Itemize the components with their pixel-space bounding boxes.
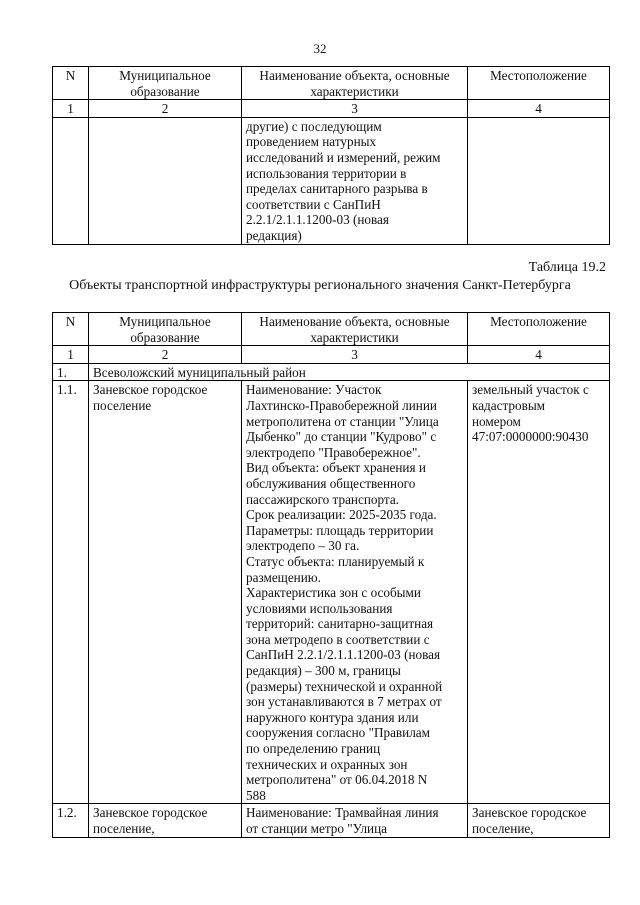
col-num-4: 4	[468, 346, 610, 364]
table-row	[53, 117, 610, 244]
section-title: Всеволожский муниципальный район	[89, 363, 610, 381]
header-location: Местоположение	[468, 313, 610, 346]
table-row	[53, 381, 610, 804]
row-municipality: Заневское городское поселение,	[89, 804, 242, 837]
col-num-3: 3	[242, 346, 468, 364]
header-row	[53, 313, 610, 346]
col-num-3: 3	[242, 100, 468, 118]
row-description: Наименование: Участок Лахтинско-Правобережной линии метрополитена от станции "Улица Дыбенко" до станции "Кудрово" с электродепо "Правобережное". Вид объекта: объект хранения и обслуживания общественного пассажирского транспорта. Срок реализации: 2025-2035 года. Параметры: площадь территории электродепо – 30 га. Статус объекта: планируемый к размещению. Характеристика зон с особыми условиями использования территорий: санитарно-защитная зона метродепо в соответствии с СанПиН 2.2.1/2.1.1.1200-03 (новая редакция) – 300 м, границы (размеры) технической и охранной зон устанавливаются в 7 метрах от наружного контура здания или сооружения согласно "Правилам по определению границ технических и охранных зон метрополитена" от 06.04.2018 N 588	[242, 381, 468, 804]
transport-objects-table	[52, 312, 610, 838]
section-num: 1.	[53, 363, 89, 381]
header-name: Наименование объекта, основные характеристики	[242, 67, 468, 100]
header-row	[53, 67, 610, 100]
col-num-2: 2	[89, 346, 242, 364]
header-municipality: Муниципальное образование	[89, 67, 242, 100]
row-num: 1.2.	[53, 804, 89, 837]
cell-empty	[53, 117, 89, 244]
row-location: земельный участок с кадастровым номером 47:07:0000000:90430	[468, 381, 610, 804]
row-location: Заневское городское поселение,	[468, 804, 610, 837]
header-municipality: Муниципальное образование	[89, 313, 242, 346]
continuation-table	[52, 66, 610, 245]
cell-empty	[468, 117, 610, 244]
continuation-text: другие) с последующим проведением натурных исследований и измерений, режим использования территории в пределах санитарного разрыва в соответствии с СанПиН 2.2.1/2.1.1.1200-03 (новая редакция)	[242, 117, 468, 244]
table-number: Таблица 19.2	[528, 260, 606, 275]
col-num-2: 2	[89, 100, 242, 118]
col-num-1: 1	[53, 100, 89, 118]
header-n: N	[53, 67, 89, 100]
row-municipality: Заневское городское поселение	[89, 381, 242, 804]
header-name: Наименование объекта, основные характеристики	[242, 313, 468, 346]
header-n: N	[53, 313, 89, 346]
section-row	[53, 363, 610, 381]
row-description: Наименование: Трамвайная линия от станции метро "Улица	[242, 804, 468, 837]
column-number-row	[53, 100, 610, 118]
column-number-row	[53, 346, 610, 364]
header-location: Местоположение	[468, 67, 610, 100]
col-num-1: 1	[53, 346, 89, 364]
col-num-4: 4	[468, 100, 610, 118]
cell-empty	[89, 117, 242, 244]
row-num: 1.1.	[53, 381, 89, 804]
page-number: 32	[313, 41, 327, 56]
table-row	[53, 804, 610, 837]
table-title: Объекты транспортной инфраструктуры регионального значения Санкт-Петербурга	[69, 278, 571, 293]
